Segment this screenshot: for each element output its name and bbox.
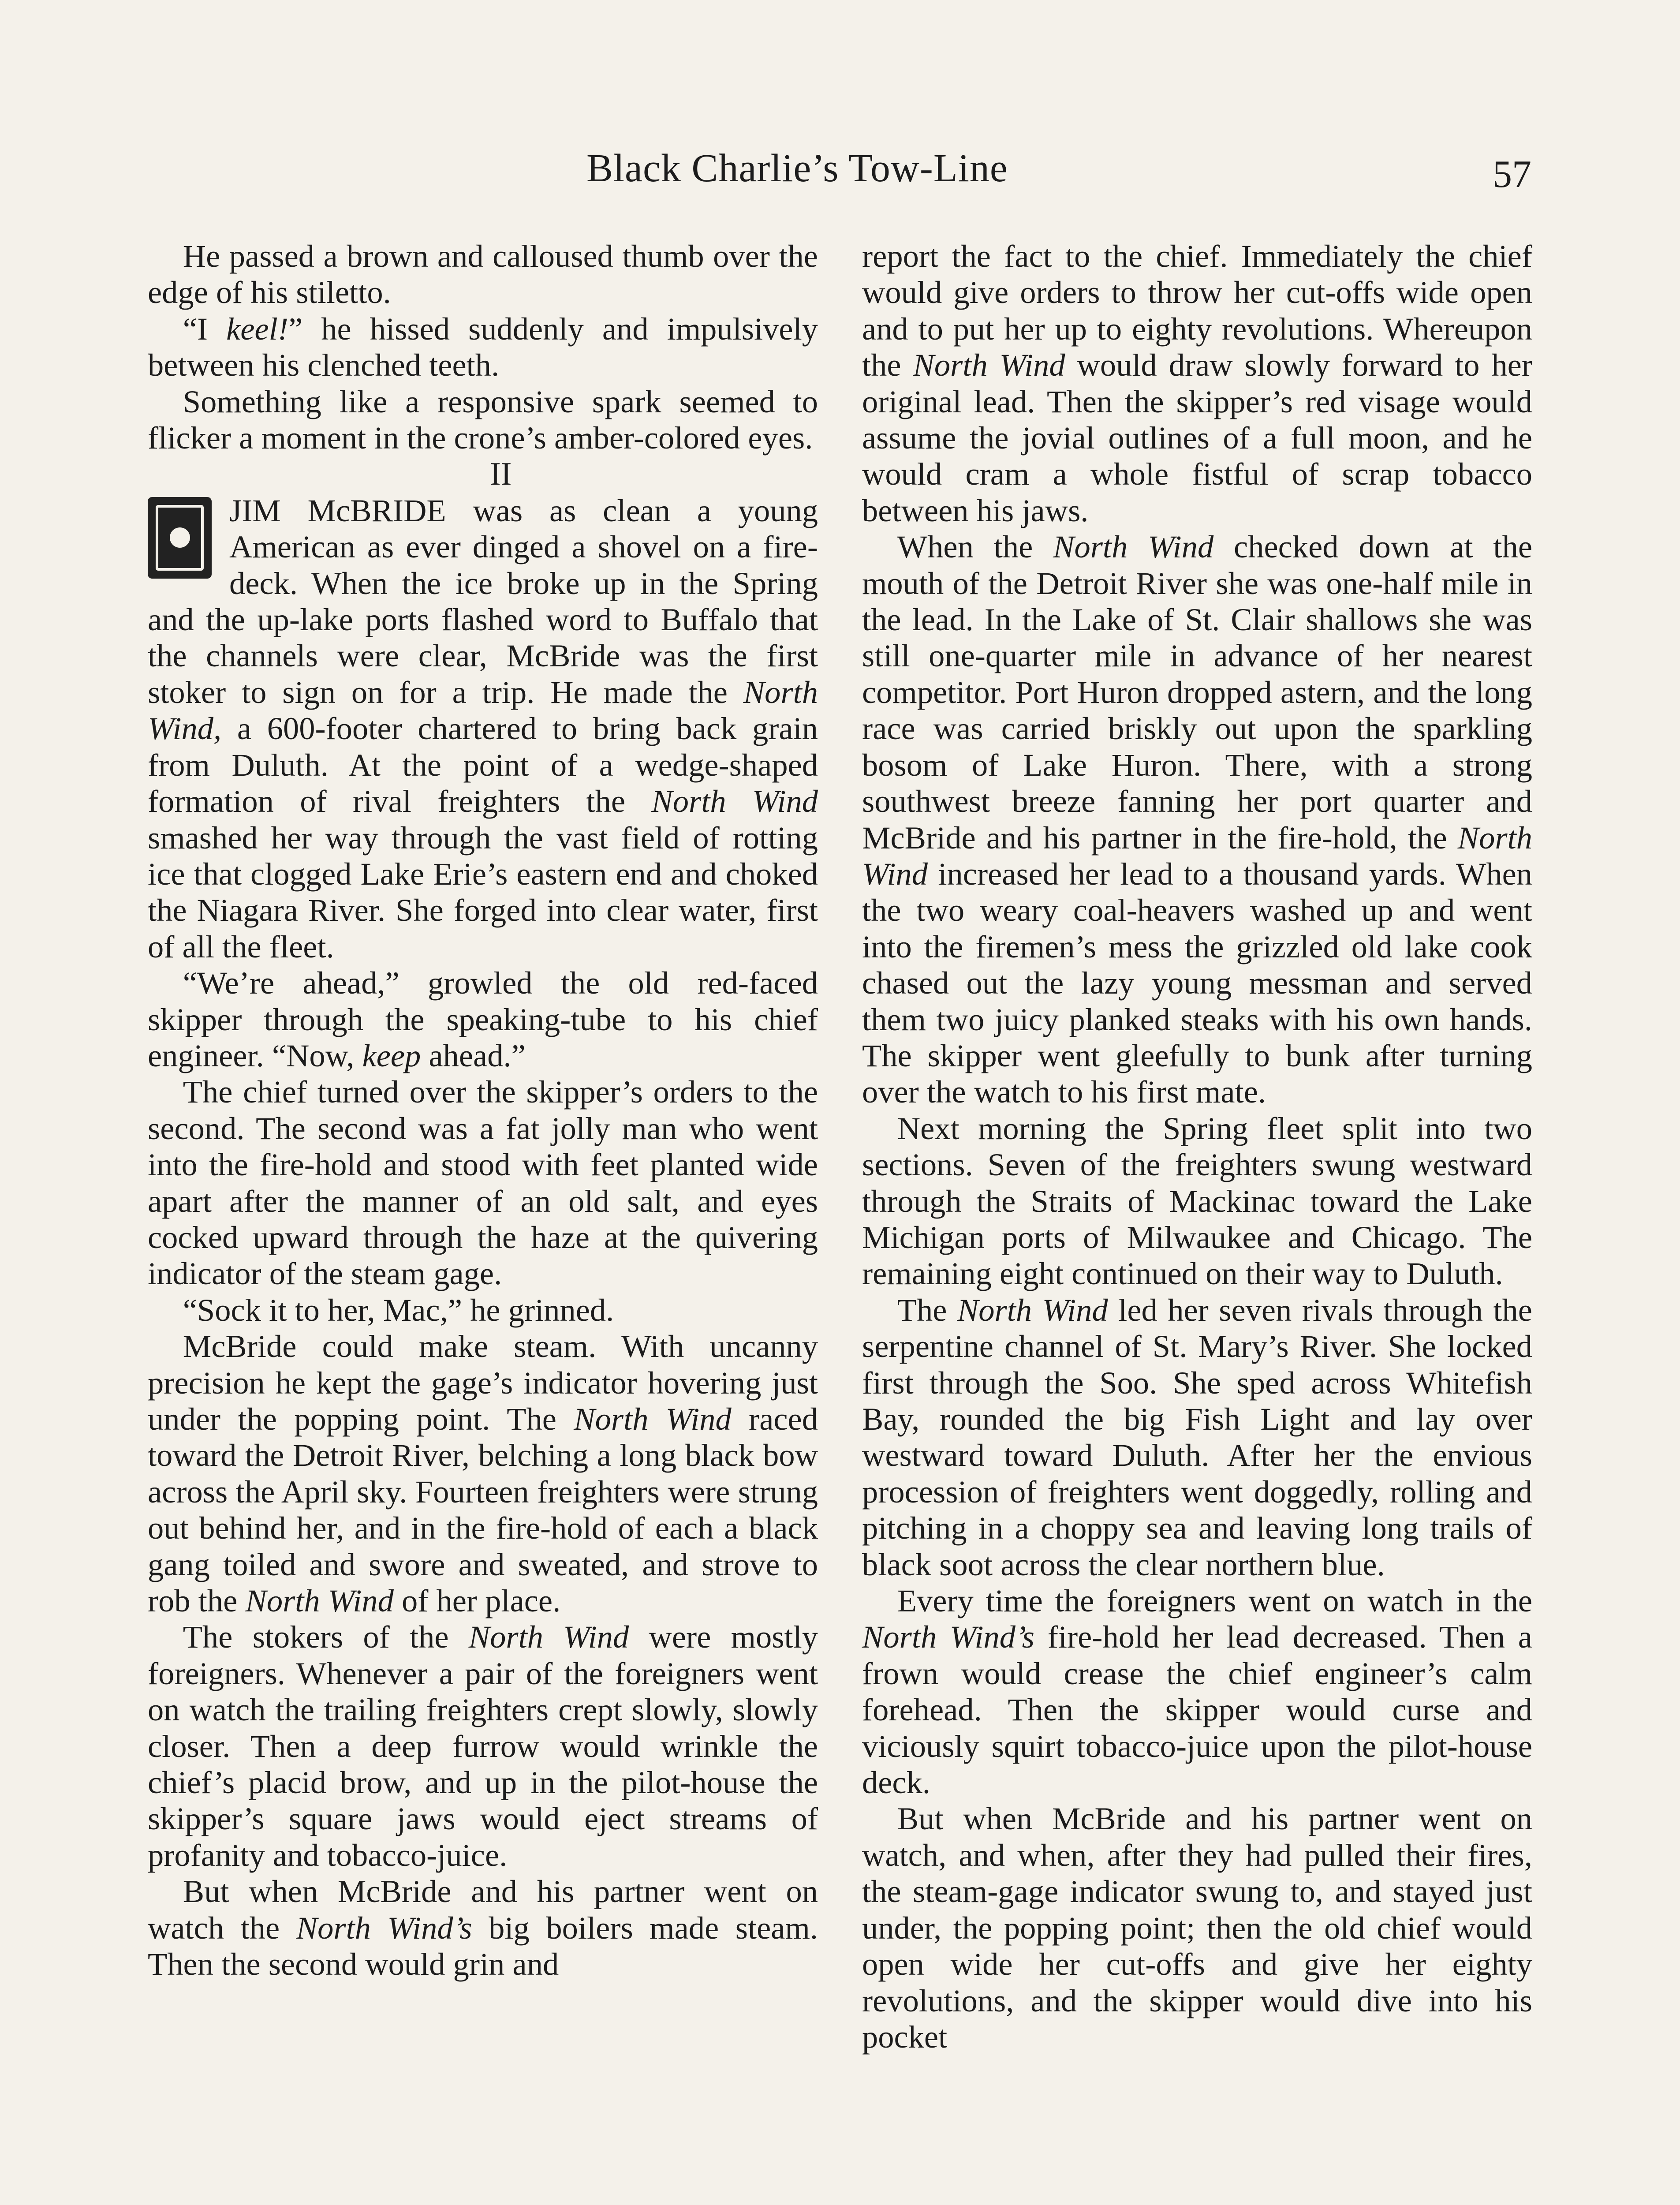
right-column xyxy=(862,238,1532,2055)
paragraph: Something like a responsive spark seemed to flicker a moment in the crone’s amber-colored eyes. xyxy=(148,383,818,456)
paragraph: McBride could make steam. With uncanny precision he kept the gage’s indicator hovering just under the popping point. The North Wind raced toward the Detroit River, belching a long black bow across the April sky. Fourteen freighters were strung out behind her, and in the fire-hold of each a black gang toiled and swore and sweated, and strove to rob the North Wind of her place. xyxy=(148,1328,818,1619)
section-heading: II xyxy=(490,456,512,493)
ornament-icon xyxy=(148,497,212,579)
running-title: Black Charlie’s Tow-Line xyxy=(586,146,1008,190)
paragraph: But when McBride and his partner went on watch, and when, after they had pulled their fires, the steam-gage indicator swung to, and stayed just under, the popping point; then the old chief would open wide her cut-offs and give her eighty revolutions, and the skipper would dive into his pocket xyxy=(862,1801,1532,2055)
paragraph: Next morning the Spring fleet split into two sections. Seven of the freighters swung westward through the Straits of Mackinac toward the Lake Michigan ports of Milwaukee and Chicago. The remaining eight continued on their way to Duluth. xyxy=(862,1110,1532,1292)
paragraph: The North Wind led her seven rivals through the serpentine channel of St. Mary’s River. She locked first through the Soo. She sped across Whitefish Bay, rounded the big Fish Light and lay over westward toward Duluth. After her the envious procession of freighters went doggedly, rolling and pitching in a choppy sea and leaving long trails of black soot across the clear northern blue. xyxy=(862,1292,1532,1582)
left-column xyxy=(148,238,818,1983)
paragraph: “Sock it to her, Mac,” he grinned. xyxy=(183,1292,614,1328)
paragraph: “I keel!” he hissed suddenly and impulsively between his clenched teeth. xyxy=(148,310,818,383)
paragraph: “We’re ahead,” growled the old red-faced skipper through the speaking-tube to his chief engineer. “Now, keep ahead.” xyxy=(148,965,818,1073)
chapter-opening xyxy=(148,493,818,965)
paragraph: He passed a brown and calloused thumb over the edge of his stiletto. xyxy=(148,238,818,310)
page-number: 57 xyxy=(1493,153,1531,196)
paragraph: When the North Wind checked down at the mouth of the Detroit River she was one-half mile in the lead. In the Lake of St. Clair shallows she was still one-quarter mile in advance of her nearest competitor. Port Huron dropped astern, and the long race was carried briskly out upon the sparkling bosom of Lake Huron. There, with a strong southwest breeze fanning her port quarter and McBride and his partner in the fire-hold, the North Wind increased her lead to a thousand yards. When the two weary coal-heavers washed up and went into the firemen’s mess the grizzled old lake cook chased out the lazy young messman and served them two juicy planked steaks with his own hands. The skipper went gleefully to bunk after turning over the watch to his first mate. xyxy=(862,529,1533,1110)
paragraph: report the fact to the chief. Immediately the chief would give orders to throw her cut-offs wide open and to put her up to eighty revolutions. Whereupon the North Wind would draw slowly forward to her original lead. Then the skipper’s red visage would assume the jovial outlines of a full moon, and he would cram a whole fistful of scrap tobacco between his jaws. xyxy=(862,238,1533,528)
paragraph: The stokers of the North Wind were mostly foreigners. Whenever a pair of the foreigners went on watch the trailing freighters crept slowly, slowly closer. Then a deep furrow would wrinkle the chief’s placid brow, and up in the pilot-house the skipper’s square jaws would eject streams of profanity and tobacco-juice. xyxy=(148,1619,818,1873)
paragraph: The chief turned over the skipper’s orders to the second. The second was a fat jolly man who went into the fire-hold and stood with feet planted wide apart after the manner of an old salt, and eyes cocked upward through the haze at the quivering indicator of the steam gage. xyxy=(148,1074,818,1292)
paragraph: Every time the foreigners went on watch in the North Wind’s fire-hold her lead decreased. Then a frown would crease the chief engineer’s calm forehead. Then the skipper would curse and viciously squirt tobacco-juice upon the pilot-house deck. xyxy=(862,1583,1532,1801)
paragraph: JIM McBRIDE was as clean a young American as ever dinged a shovel on a fire-deck. When the ice broke up in the Spring and the up-lake ports flashed word to Buffalo that the channels were clear, McBride was the first stoker to sign on for a trip. He made the North Wind, a 600-footer chartered to bring back grain from Duluth. At the point of a wedge-shaped formation of rival freighters the North Wind smashed her way through the vast field of rotting ice that clogged Lake Erie’s eastern end and choked the Niagara River. She forged into clear water, first of all the fleet. xyxy=(148,492,818,964)
paragraph: But when McBride and his partner went on watch the North Wind’s big boilers made steam. Then the second would grin and xyxy=(148,1873,818,1982)
